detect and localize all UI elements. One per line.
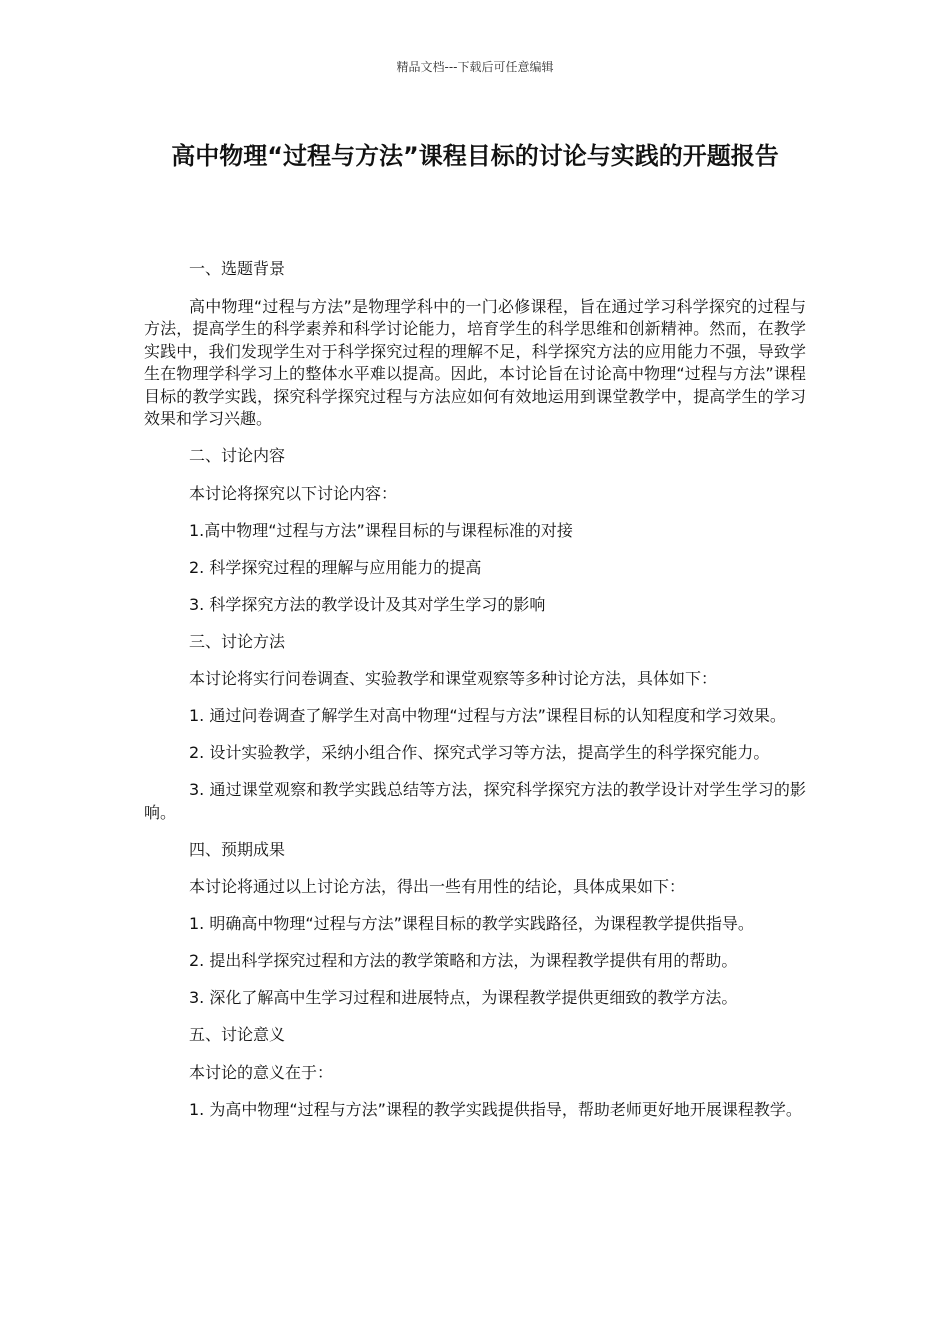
list-item-results-3: 3. 深化了解高中生学习过程和进展特点，为课程教学提供更细致的教学方法。 <box>189 988 738 1007</box>
list-item-method-2: 2. 设计实验教学，采纳小组合作、探究式学习等方法，提高学生的科学探究能力。 <box>189 743 770 762</box>
section-heading-results: 四、预期成果 <box>189 839 286 859</box>
paragraph-significance-intro: 本讨论的意义在于： <box>189 1062 334 1082</box>
paragraph-results-intro: 本讨论将通过以上讨论方法，得出一些有用性的结论，具体成果如下： <box>189 877 686 896</box>
list-item-method-1: 1. 通过问卷调查了解学生对高中物理“过程与方法”课程目标的认知程度和学习效果。 <box>189 706 786 725</box>
section-heading-significance: 五、讨论意义 <box>189 1025 286 1044</box>
section-heading-method: 三、讨论方法 <box>189 631 286 651</box>
list-item-content-3: 3. 科学探究方法的教学设计及其对学生学习的影响 <box>189 594 546 614</box>
list-item-content-1: 1.高中物理“过程与方法”课程目标的与课程标准的对接 <box>189 520 573 540</box>
list-item-significance-1: 1. 为高中物理“过程与方法”课程的教学实践提供指导，帮助老师更好地开展课程教学。 <box>189 1099 802 1119</box>
document-title: 高中物理“过程与方法”课程目标的讨论与实践的开题报告 <box>171 142 779 170</box>
list-item-results-1: 1. 明确高中物理“过程与方法”课程目标的教学实践路径，为课程教学提供指导。 <box>189 914 754 933</box>
document-body <box>144 258 806 1136</box>
paragraph-background: 高中物理“过程与方法”是物理学科中的一门必修课程，旨在通过学习科学探究的过程与方法，提高学生的科学素养和科学讨论能力，培育学生的科学思维和创新精神。然而，在教学实践中，我们发现学生对于科学探究过程的理解不足，科学探究方法的应用能力不强，导致学生在物理学科学习上的整体水平难以提高。因此，本讨论旨在讨论高中物理“过程与方法”课程目标的教学实践，探究科学探究过程与方法应如何有效地运用到课堂教学中，提高学生的学习效果和学习兴趣。 <box>144 296 806 428</box>
section-heading-content: 二、讨论内容 <box>189 446 286 465</box>
section-heading-background: 一、选题背景 <box>189 259 286 278</box>
list-item-content-2: 2. 科学探究过程的理解与应用能力的提高 <box>189 557 482 577</box>
header-note: 精品文档---下载后可任意编辑 <box>396 60 554 74</box>
paragraph-method-intro: 本讨论将实行问卷调查、实验教学和课堂观察等多种讨论方法，具体如下： <box>189 669 718 688</box>
paragraph-content-intro: 本讨论将探究以下讨论内容： <box>189 483 398 503</box>
list-item-method-3: 3. 通过课堂观察和教学实践总结等方法，探究科学探究方法的教学设计对学生学习的影响。 <box>144 780 806 822</box>
list-item-results-2: 2. 提出科学探究过程和方法的教学策略和方法，为课程教学提供有用的帮助。 <box>189 951 738 970</box>
